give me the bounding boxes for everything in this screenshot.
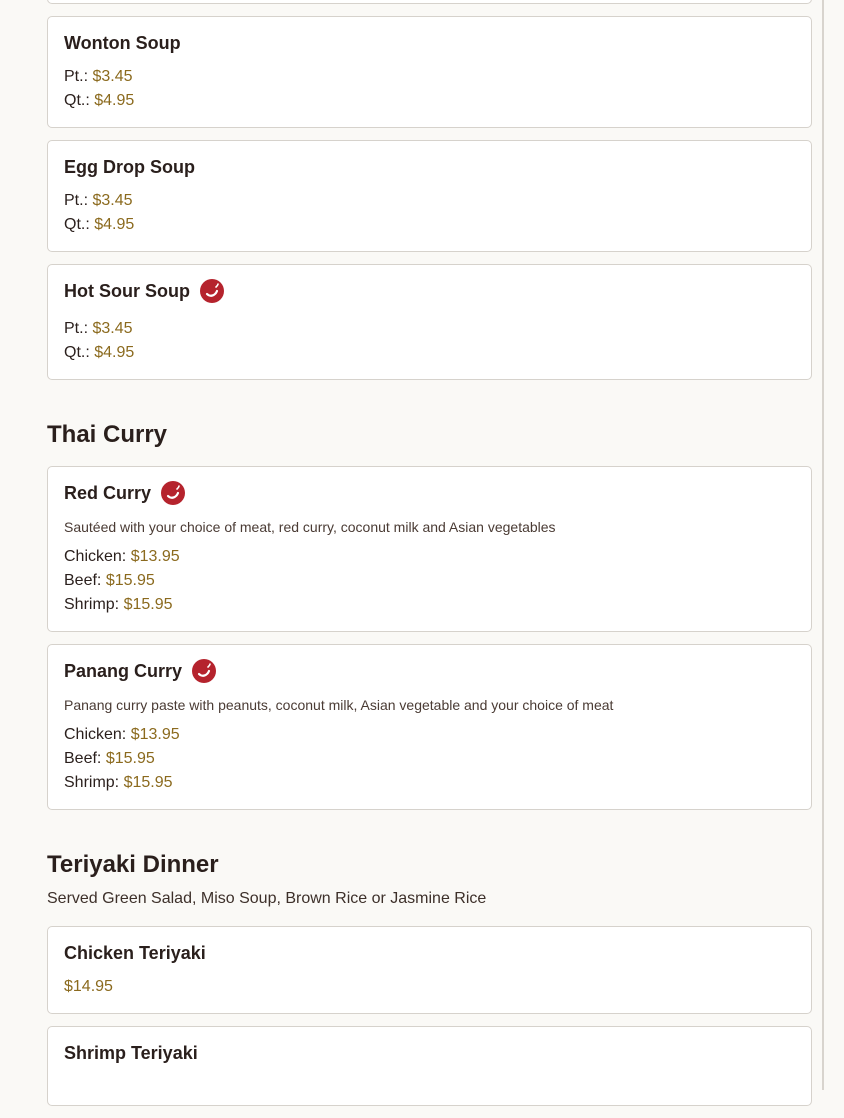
menu-item-name: Wonton Soup <box>64 32 181 53</box>
price-list <box>64 975 795 999</box>
price-label: Pt.: <box>64 320 89 337</box>
menu-item-card[interactable] <box>47 1026 812 1106</box>
price-value: $4.95 <box>94 216 135 233</box>
price-list <box>64 317 795 365</box>
price-value: $15.95 <box>123 774 173 791</box>
menu-item-name: Red Curry <box>64 482 152 503</box>
price-value: $4.95 <box>94 344 135 361</box>
menu-item-card[interactable] <box>47 16 812 128</box>
price-list <box>64 65 795 113</box>
menu-item-title-row <box>64 659 795 683</box>
menu-item-card[interactable] <box>47 264 812 380</box>
price-list <box>64 189 795 237</box>
menu-content <box>47 0 812 1118</box>
chili-pepper-icon <box>192 659 216 683</box>
price-label: Shrimp: <box>64 774 120 791</box>
price-label: Chicken: <box>64 548 127 565</box>
price-value: $3.45 <box>92 192 133 209</box>
menu-item-card[interactable] <box>47 926 812 1014</box>
price-value: $15.95 <box>105 750 155 767</box>
price-row <box>64 89 795 113</box>
menu-item-name: Egg Drop Soup <box>64 156 195 177</box>
price-row <box>64 723 795 747</box>
price-label: Qt.: <box>64 344 90 361</box>
menu-item-title-row <box>64 279 795 303</box>
price-row <box>64 65 795 89</box>
section-subtitle: Served Green Salad, Miso Soup, Brown Rice or Jasmine Rice <box>47 890 487 907</box>
page-edge-divider <box>822 0 824 1090</box>
price-row <box>64 189 795 213</box>
menu-item-name: Hot Sour Soup <box>64 280 190 301</box>
price-row <box>64 747 795 771</box>
price-row <box>64 317 795 341</box>
menu-item-title-row <box>64 481 795 505</box>
price-row <box>64 975 795 999</box>
price-label: Beef: <box>64 572 102 589</box>
price-row <box>64 771 795 795</box>
menu-item-name: Shrimp Teriyaki <box>64 1042 198 1063</box>
menu-item-card[interactable] <box>47 140 812 252</box>
price-row <box>64 341 795 365</box>
price-value: $13.95 <box>130 548 180 565</box>
price-row <box>64 545 795 569</box>
price-value: $4.95 <box>94 92 135 109</box>
price-value: $13.95 <box>130 726 180 743</box>
price-value: $14.95 <box>64 978 113 995</box>
menu-item-name: Chicken Teriyaki <box>64 942 206 963</box>
price-value: $3.45 <box>92 68 133 85</box>
price-label: Pt.: <box>64 68 89 85</box>
menu-item-card[interactable] <box>47 466 812 632</box>
price-label: Beef: <box>64 750 102 767</box>
price-label: Chicken: <box>64 726 127 743</box>
menu-item-card-partial <box>47 0 812 4</box>
price-label: Shrimp: <box>64 596 120 613</box>
price-label: Pt.: <box>64 192 89 209</box>
price-list <box>64 545 795 617</box>
menu-item-card[interactable] <box>47 644 812 810</box>
price-label: Qt.: <box>64 92 90 109</box>
chili-pepper-icon <box>161 481 185 505</box>
price-value: $15.95 <box>123 596 173 613</box>
price-row <box>64 569 795 593</box>
section-title: Thai Curry <box>47 421 168 448</box>
menu-item-description: Panang curry paste with peanuts, coconut milk, Asian vegetable and your choice of meat <box>64 697 614 713</box>
price-list <box>64 723 795 795</box>
price-label: Qt.: <box>64 216 90 233</box>
menu-item-description: Sautéed with your choice of meat, red curry, coconut milk and Asian vegetables <box>64 519 556 535</box>
chili-pepper-icon <box>200 279 224 303</box>
price-row <box>64 593 795 617</box>
price-value: $15.95 <box>105 572 155 589</box>
price-value: $3.45 <box>92 320 133 337</box>
menu-item-name: Panang Curry <box>64 660 183 681</box>
price-row <box>64 213 795 237</box>
section-title: Teriyaki Dinner <box>47 851 219 878</box>
